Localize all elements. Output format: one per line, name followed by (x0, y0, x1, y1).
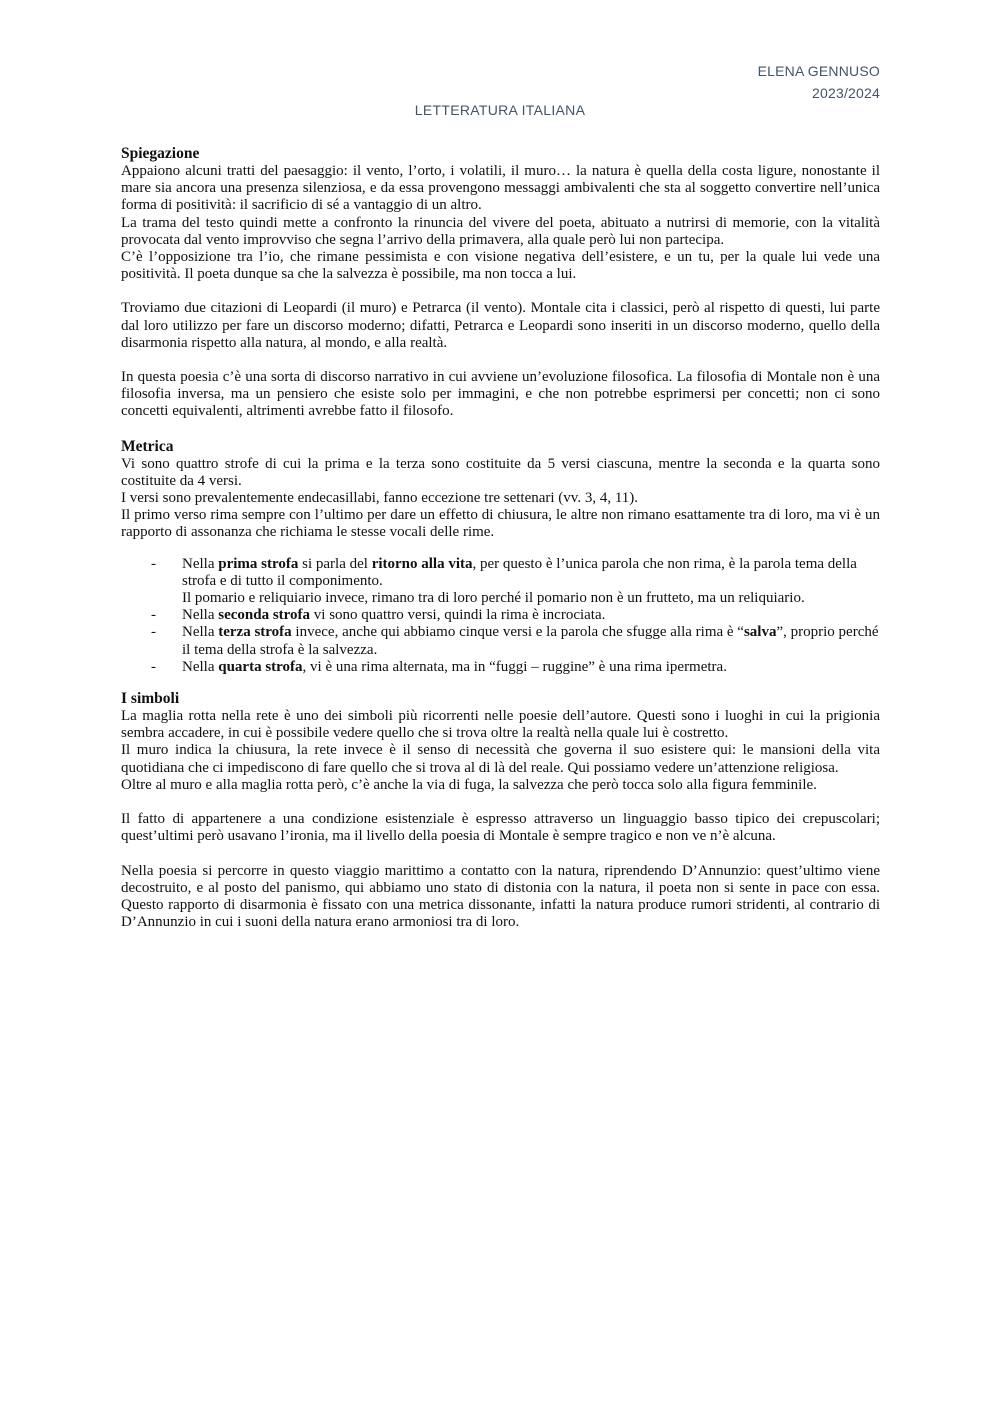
paragraph: Nella poesia si percorre in questo viaggio marittimo a contatto con la natura, riprendendo D’Annunzio: quest’ultimo viene decostruito, e al posto del panismo, qui abbiamo uno stato di distonia con la natura, il poeta non si sente in pace con essa. Questo rapporto di disarmonia è fissato con una metrica dissonante, infatti la natura produce rumori stridenti, al contrario di D’Annunzio in cui i suoni della natura erano armoniosi tra di loro. (121, 862, 880, 931)
list-item-continuation: Il pomario e reliquiario invece, rimano tra di loro perché il pomario non è un frutteto, ma un reliquiario. (182, 590, 805, 607)
author-name: ELENA GENNUSO (757, 63, 880, 79)
paragraph: C’è l’opposizione tra l’io, che rimane pessimista e con visione negativa dell’esistere, e un tu, per la quale lui vede una positività. Il poeta dunque sa che la salvezza è possibile, ma non tocca a lui. (121, 249, 880, 283)
paragraph: Appaiono alcuni tratti del paesaggio: il vento, l’orto, i volatili, il muro… la natura è quella della costa ligure, nonostante il mare sia ancora una presenza silenziosa, e da essa provengono messaggi ambivalenti che sta al soggetto convertire nell’unica forma di positività: il sacrificio di sé a vantaggio di un altro. (121, 163, 880, 214)
bold-term: seconda strofa (218, 607, 311, 624)
subject-title: LETTERATURA ITALIANA (414, 102, 586, 118)
section-heading-metrica: Metrica (121, 437, 174, 455)
document-body (121, 145, 880, 931)
paragraph: In questa poesia c’è una sorta di discorso narrativo in cui avviene un’evoluzione filosofica. La filosofia di Montale non è una filosofia inversa, ma un pensiero che esiste solo per immagini, e che non potrebbe esprimersi per concetti; non ci sono concetti equivalenti, altrimenti avrebbe fatto il filosofo. (121, 369, 880, 420)
paragraph: La trama del testo quindi mette a confronto la rinuncia del vivere del poeta, abituato a nutrirsi di memorie, con la vitalità provocata dal vento improvviso che segna l’arrivo della primavera, alla quale però lui non partecipa. (121, 214, 880, 248)
paragraph: Il fatto di appartenere a una condizione esistenziale è espresso attraverso un linguaggio basso tipico dei crepuscolari; quest’ultimi però usavano l’ironia, ma il livello della poesia di Montale è sempre tragico e non ve n’è alcuna. (121, 811, 880, 845)
list-item-prima-strofa: - Nella prima strofa si parla del ritorno alla vita, per questo è l’unica parola che non rima, è la parola tema della strofa e di tutto il componimento. Il pomario e reliquiario invece, rimano tra di loro perché il pomario non è un frutteto, ma un reliquiario. (121, 556, 880, 608)
paragraph: I versi sono prevalentemente endecasillabi, fanno eccezione tre settenari (vv. 3, 4, 11). (121, 490, 639, 507)
paragraph: Il primo verso rima sempre con l’ultimo per dare un effetto di chiusura, le altre non rimano esattamente tra di loro, ma vi è un rapporto di assonanza che richiama le stesse vocali delle rime. (121, 507, 880, 541)
bold-term: ritorno alla vita (371, 555, 473, 572)
bold-term: quarta strofa (218, 658, 303, 675)
bold-term: salva (743, 624, 777, 641)
paragraph: Troviamo due citazioni di Leopardi (il muro) e Petrarca (il vento). Montale cita i classici, però al rispetto di questi, lui parte dal loro utilizzo per fare un discorso moderno; difatti, Petrarca e Leopardi sono inseriti in un discorso moderno, quello della disarmonia rispetto alla natura, al mondo, e alla realtà. (121, 300, 880, 351)
paragraph: Oltre al muro e alla maglia rotta però, c’è anche la via di fuga, la salvezza che però tocca solo alla figura femminile. (121, 776, 817, 793)
bold-term: terza strofa (218, 624, 292, 641)
list-item-quarta-strofa: - Nella quarta strofa, vi è una rima alternata, ma in “fuggi – ruggine” è una rima ipermetra. (121, 659, 880, 676)
bold-term: prima strofa (218, 555, 299, 572)
header-author-block (758, 60, 880, 104)
section-heading-simboli: I simboli (121, 690, 180, 708)
paragraph: Vi sono quattro strofe di cui la prima e la terza sono costituite da 5 versi ciascuna, mentre la seconda e la quarta sono costituite da 4 versi. (121, 455, 880, 489)
paragraph: Il muro indica la chiusura, la rete invece è il senso di necessità che governa il suo esistere qui: le mansioni della vita quotidiana che ci impediscono di fare quello che si trova al di là del reale. Qui possiamo vedere un’attenzione religiosa. (121, 742, 880, 776)
strofe-list (121, 556, 880, 676)
paragraph: La maglia rotta nella rete è uno dei simboli più ricorrenti nelle poesie dell’autore. Questi sono i luoghi in cui la prigionia sembra accadere, in cui è possibile vedere quello che si trova oltre la realtà nella quale lui è costretto. (121, 708, 880, 742)
list-item-seconda-strofa: - Nella seconda strofa vi sono quattro versi, quindi la rima è incrociata. (121, 607, 880, 624)
list-item-terza-strofa: - Nella terza strofa invece, anche qui abbiamo cinque versi e la parola che sfugge alla rima è “salva”, proprio perché il tema della strofa è la salvezza. (121, 624, 880, 658)
section-heading-spiegazione: Spiegazione (121, 145, 200, 162)
academic-year: 2023/2024 (812, 85, 880, 101)
